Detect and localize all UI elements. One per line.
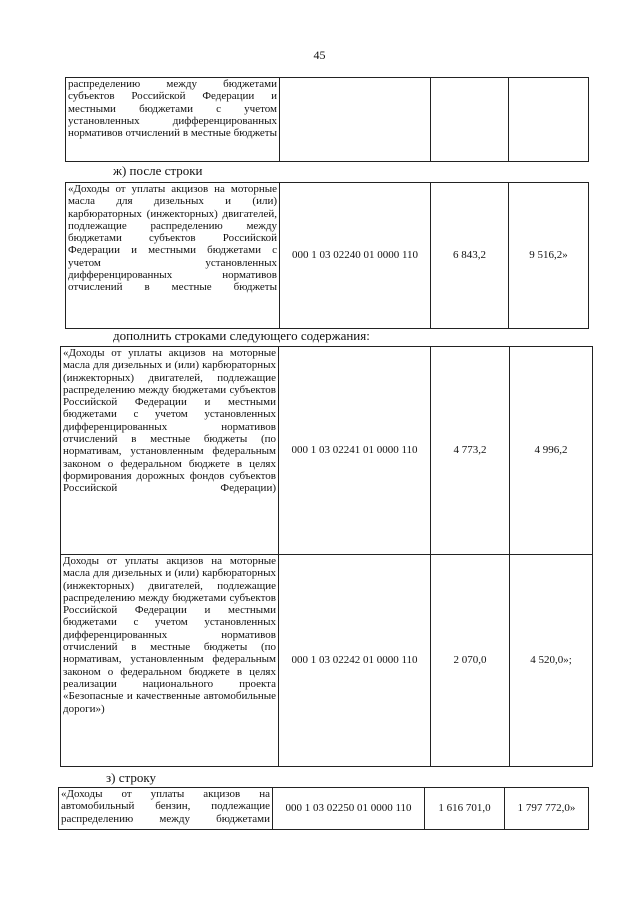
row-description: «Доходы от уплаты акцизов на моторные масла для дизельных и (или) карбюраторных (инжекторных) двигателей, подлежащие распределению между бюджетами субъектов Российской Федерации и местными бюджетами с учетом установленных дифференцированных нормативов отчислений в местные бюджеты (по нормативам, установленным федеральным законом о федеральном бюджете в целях формирования дорожных фондов субъектов Российской Федерации) bbox=[61, 347, 279, 555]
table-row bbox=[66, 78, 589, 162]
row-value-1: 4 773,2 bbox=[431, 347, 510, 555]
row-code: 000 1 03 02250 01 0000 110 bbox=[273, 788, 425, 830]
row-description: распределению между бюджетами субъектов Российской Федерации и местными бюджетами с учетом установленных дифференцированных нормативов отчислений в местные бюджеты bbox=[66, 78, 280, 162]
row-description: Доходы от уплаты акцизов на моторные масла для дизельных и (или) карбюраторных (инжекторных) двигателей, подлежащие распределению между бюджетами субъектов Российской Федерации и местными бюджетами с учетом установленных дифференцированных нормативов отчислений в местные бюджеты (по нормативам, установленным федеральным законом о федеральном бюджете в целях реализации национального проекта «Безопасные и качественные автомобильные дороги») bbox=[61, 555, 279, 767]
section-z-label: з) строку bbox=[106, 770, 156, 785]
row-code: 000 1 03 02242 01 0000 110 bbox=[279, 555, 431, 767]
page-number: 45 bbox=[313, 48, 326, 62]
row-value-1-cell bbox=[431, 78, 509, 162]
row-value-1: 1 616 701,0 bbox=[425, 788, 505, 830]
table-row bbox=[66, 183, 589, 329]
row-code-cell bbox=[280, 78, 431, 162]
row-value-2: 4 996,2 bbox=[510, 347, 593, 555]
row-value-2: 1 797 772,0» bbox=[505, 788, 589, 830]
section-zh-label: ж) после строки bbox=[113, 163, 203, 178]
row-value-2-cell bbox=[509, 78, 589, 162]
table-row bbox=[61, 555, 593, 767]
row-description: «Доходы от уплаты акцизов на автомобильный бензин, подлежащие распределению между бюджетами bbox=[59, 788, 273, 830]
table-section-zh bbox=[65, 182, 589, 329]
row-value-1: 2 070,0 bbox=[431, 555, 510, 767]
row-value-2: 4 520,0»; bbox=[510, 555, 593, 767]
table-section-z bbox=[58, 787, 589, 830]
supplement-label: дополнить строками следующего содержания: bbox=[113, 328, 370, 343]
table-top-fragment bbox=[65, 77, 589, 162]
row-code: 000 1 03 02241 01 0000 110 bbox=[279, 347, 431, 555]
row-code: 000 1 03 02240 01 0000 110 bbox=[280, 183, 431, 329]
row-description: «Доходы от уплаты акцизов на моторные масла для дизельных и (или) карбюраторных (инжекторных) двигателей, подлежащие распределению между бюджетами субъектов Российской Федерации и местными бюджетами с учетом установленных дифференцированных нормативов отчислений в местные бюджеты bbox=[66, 183, 280, 329]
row-value-2: 9 516,2» bbox=[509, 183, 589, 329]
table-row bbox=[61, 347, 593, 555]
table-row bbox=[59, 788, 589, 830]
row-value-1: 6 843,2 bbox=[431, 183, 509, 329]
table-supplement bbox=[60, 346, 593, 767]
